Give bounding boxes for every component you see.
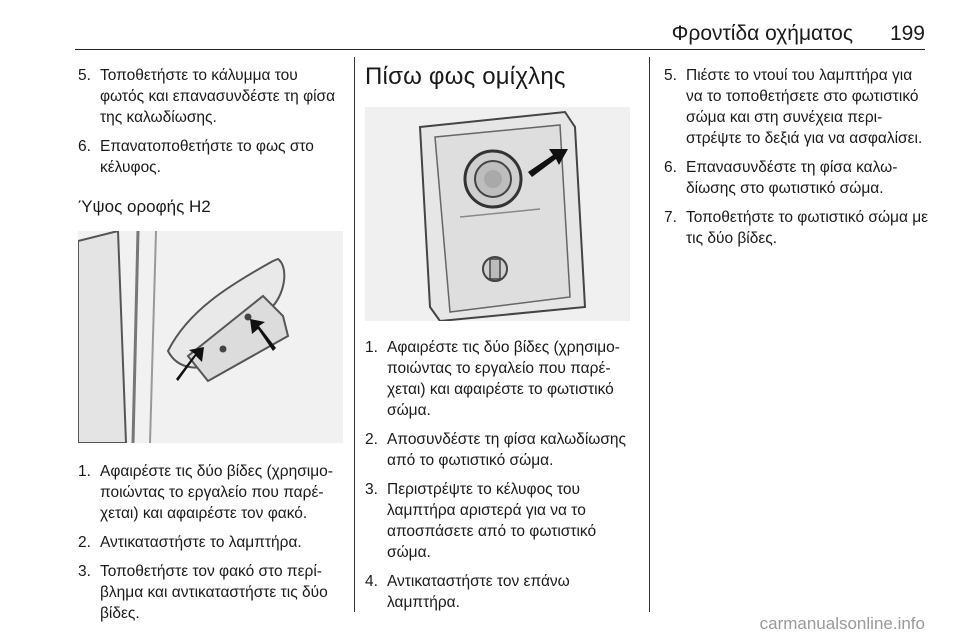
page-title: Φροντίδα οχήματος: [671, 22, 853, 45]
list-item: [78, 136, 346, 178]
column-1: [78, 65, 346, 632]
header-rule: [75, 49, 925, 50]
list-item: [664, 157, 932, 199]
list-item: [664, 207, 932, 249]
continued-fog-light-steps-list: [664, 65, 932, 249]
rear-fog-light-steps-list: [365, 337, 635, 613]
section-heading-rear-fog-light: Πίσω φως ομίχλης: [365, 63, 566, 90]
list-text: Πιέστε το ντουί του λαμπτήρα για να το τοποθετήσετε στο φωτιστικό σώμα και στη συνέχεια περιστρέψτε το δεξιά για να ασφαλίσει.: [686, 67, 923, 147]
list-text: Αντικαταστήστε τον επάνω λαμπτήρα.: [387, 573, 570, 611]
roof-light-illustration: [78, 231, 343, 443]
list-number: 5.: [78, 67, 91, 84]
list-number: 6.: [78, 138, 91, 155]
column-divider: [649, 57, 650, 612]
list-number: 7.: [664, 209, 677, 226]
list-text: Αφαιρέστε τις δύο βίδες (χρησιμοποιώντας το εργαλείο που παρέχεται) και αφαιρέστε τον φακό.: [100, 463, 333, 522]
list-item: [78, 532, 346, 553]
list-text: Τοποθετήστε τον φακό στο περίβλημα και αντικαταστήστε τις δύο βίδες.: [100, 563, 328, 622]
list-text: Αποσυνδέστε τη φίσα καλωδίωσης από το φωτιστικό σώμα.: [387, 431, 627, 469]
watermark: carmanualsonline.info: [759, 614, 925, 633]
list-item: [78, 561, 346, 624]
list-text: Επανασυνδέστε τη φίσα καλωδίωσης στο φωτιστικό σώμα.: [686, 159, 898, 197]
list-number: 3.: [78, 563, 91, 580]
list-text: Τοποθετήστε το κάλυμμα του φωτός και επανασυνδέστε τη φίσα της καλωδίωσης.: [100, 67, 336, 126]
list-text: Επανατοποθετήστε το φως στο κέλυφος.: [100, 138, 314, 176]
list-item: [78, 65, 346, 128]
list-item: [664, 65, 932, 149]
list-number: 6.: [664, 159, 677, 176]
list-number: 2.: [365, 431, 378, 448]
rear-fog-light-drawing: [365, 107, 630, 321]
list-item: [365, 571, 635, 613]
list-number: 4.: [365, 573, 378, 590]
roof-light-steps-list: [78, 461, 346, 624]
list-number: 1.: [78, 463, 91, 480]
list-text: Αφαιρέστε τις δύο βίδες (χρησιμοποιώντας το εργαλείο που παρέχεται) και αφαιρέστε το φωτιστικό σώμα.: [387, 339, 620, 419]
page-number: 199: [889, 22, 925, 45]
roof-light-drawing: [78, 231, 343, 443]
list-text: Τοποθετήστε το φωτιστικό σώμα με τις δύο βίδες.: [686, 209, 929, 247]
column-2: [365, 65, 635, 621]
rear-fog-light-illustration: [365, 107, 630, 321]
list-item: [365, 337, 635, 421]
list-item: [78, 461, 346, 524]
list-text: Περιστρέψτε το κέλυφος του λαμπτήρα αριστερά για να το αποσπάσετε από το φωτιστικό σώμα.: [387, 481, 597, 561]
list-number: 3.: [365, 481, 378, 498]
list-item: [365, 429, 635, 471]
column-3: [664, 65, 932, 257]
list-number: 5.: [664, 67, 677, 84]
list-number: 1.: [365, 339, 378, 356]
column-divider: [354, 57, 355, 612]
subheading-roof-height: Ύψος οροφής H2: [78, 197, 211, 216]
list-item: [365, 479, 635, 563]
page-header: [0, 0, 960, 52]
list-number: 2.: [78, 534, 91, 551]
list-text: Αντικαταστήστε το λαμπτήρα.: [100, 534, 302, 551]
continued-steps-list: [78, 65, 346, 178]
